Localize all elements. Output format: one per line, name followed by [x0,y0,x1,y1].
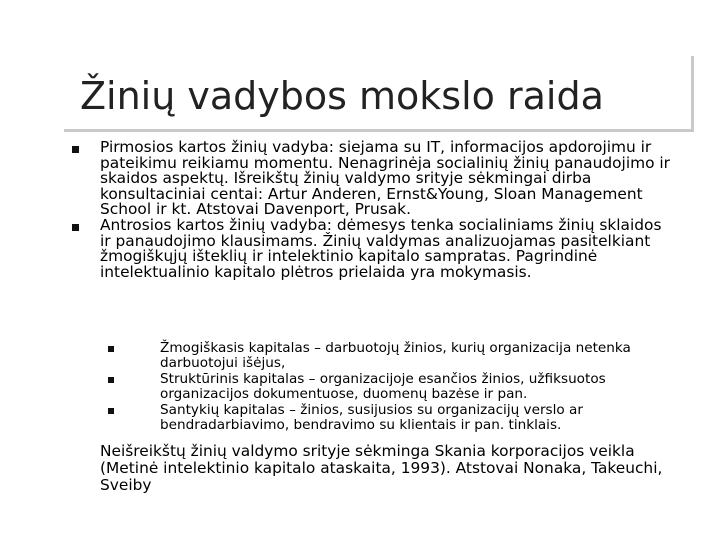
sub-bullet-item [104,372,664,403]
bullet-item [72,215,672,281]
bullet-list [72,140,672,280]
slide-title: Žinių vadybos mokslo raida [80,74,604,118]
bullet-text: Antrosios kartos žinių vadyba: dėmesys tenka socialiniams žinių sklaidos ir panaudojimo klausimams. Žinių valdymas analizuojamas pasitelkiant žmogiškųjų išteklių ir intelektinio kapitalo sampratas. Pagrindinė intelektualinio kapitalo plėtros prielaida yra mokymasis. [100,215,662,281]
sub-bullet-text: Struktūrinis kapitalas – organizacijoje esančios žinios, užfiksuotos organizacijos dokumentuose, duomenų bazėse ir pan. [160,370,606,403]
square-bullet-icon [108,346,114,352]
bullet-text: Pirmosios kartos žinių vadyba: siejama su IT, informacijos apdorojimu ir pateikimu reikiamu momentu. Nenagrinėja socialinių žinių panaudojimo ir skaidos aspektų. Išreikštų žinių valdymo srityje sėkmingai dirba konsultaciniai centai: Artur Anderen, Ernst&Young, Sloan Management School ir kt. Atstovai Davenport, Prusak. [100,138,671,219]
sub-bullet-item [104,341,664,372]
square-bullet-icon [72,224,79,231]
sub-bullet-text: Santykių kapitalas – žinios, susijusios su organizacijų verslo ar bendradarbiavimo, bendravimo su klientais ir pan. tinklais. [160,401,583,434]
square-bullet-icon [108,408,114,414]
closing-paragraph: Neišreikštų žinių valdymo srityje sėkminga Skania korporacijos veikla (Metinė intelektinio kapitalo ataskaita, 1993). Atstovai Nonaka, Takeuchi, Sveiby [100,442,663,494]
square-bullet-icon [72,146,79,153]
bullet-item [72,140,672,218]
sub-bullet-item [104,403,664,434]
sub-bullet-text: Žmogiškasis kapitalas – darbuotojų žinios, kurių organizacija netenka darbuotojui išėjus, [160,340,631,372]
square-bullet-icon [108,377,114,383]
sub-bullet-list [104,341,664,433]
